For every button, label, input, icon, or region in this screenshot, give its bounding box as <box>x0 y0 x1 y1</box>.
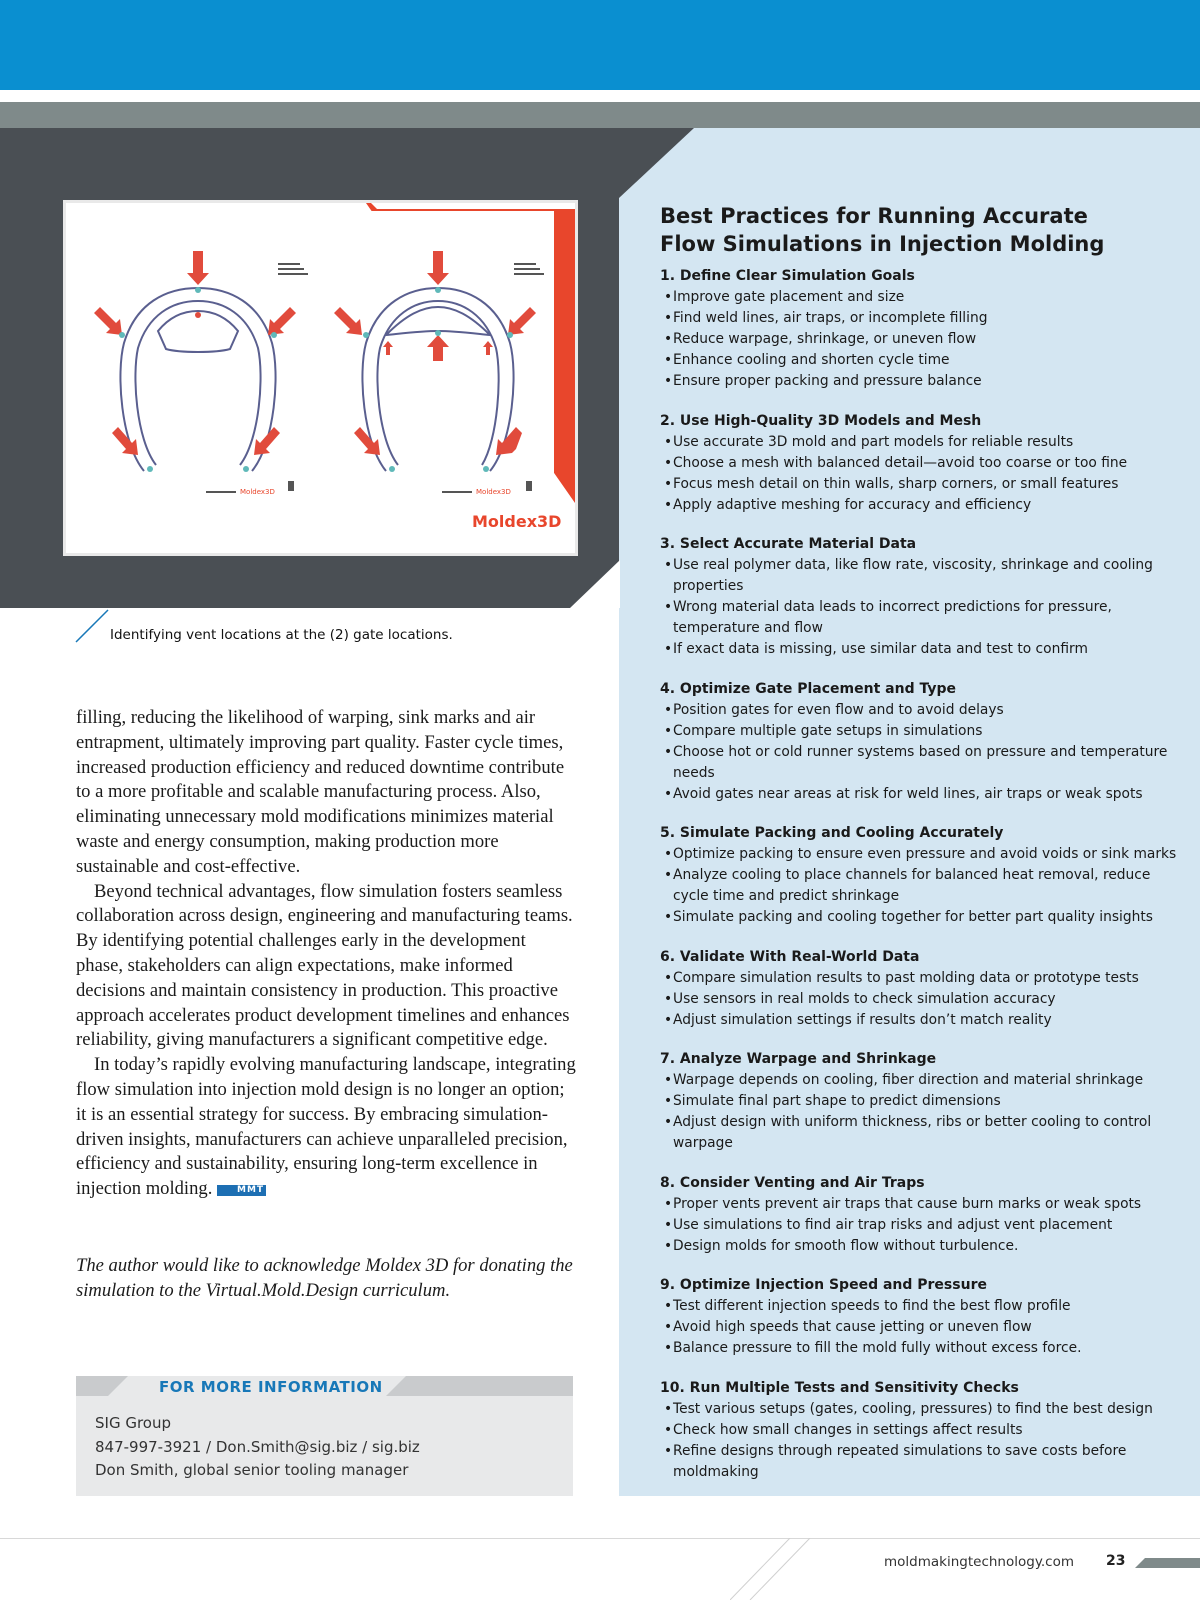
practice-item: • Position gates for even flow and to avoid delays <box>660 700 1190 721</box>
article-body <box>76 706 576 1202</box>
article-paragraph <box>76 1053 576 1202</box>
footer-website[interactable]: moldmakingtechnology.com <box>884 1554 1075 1570</box>
header-band <box>0 0 1200 90</box>
practice-item: • Enhance cooling and shorten cycle time <box>660 350 1190 371</box>
simulation-figure <box>63 200 578 556</box>
practice-heading: 6. Validate With Real-World Data <box>660 948 920 965</box>
footer-rule <box>0 1538 1200 1539</box>
article-paragraph: Beyond technical advantages, flow simulation fosters seamless collaboration across design, engineering and manufacturing teams. By identifying potential challenges early in the development phase, stakeholders can align expectations, make informed decisions and maintain consistency in production. This proactive approach accelerates product development timelines and enhances reliability, giving manufacturers a significant competitive edge. <box>76 880 573 1051</box>
practice-item: • Choose a mesh with balanced detail—avoid too coarse or too fine <box>660 453 1190 474</box>
moldex3d-logo: Moldex3D <box>472 512 562 531</box>
small-logo-left: Moldex3D <box>240 488 275 496</box>
practice-heading: 9. Optimize Injection Speed and Pressure <box>660 1277 987 1293</box>
practice-item: • Test different injection speeds to find the best flow profile <box>660 1296 1190 1317</box>
gate-vent-diagram <box>66 203 575 553</box>
practice-section <box>660 1173 1190 1257</box>
page-number: 23 <box>1106 1553 1126 1569</box>
practice-heading: 4. Optimize Gate Placement and Type <box>660 680 957 697</box>
practice-item: • Check how small changes in settings affect results <box>660 1420 1190 1441</box>
info-person: Don Smith, global senior tooling manager <box>95 1461 409 1479</box>
practice-section <box>660 823 1190 928</box>
practice-section <box>660 1378 1190 1483</box>
acknowledgement: The author would like to acknowledge Moldex 3D for donating the simulation to the Virtual.Mold.Design curriculum. <box>76 1255 573 1301</box>
practice-item: • Apply adaptive meshing for accuracy and efficiency <box>660 495 1190 516</box>
practice-item: • Simulate final part shape to predict dimensions <box>660 1091 1190 1112</box>
practice-items <box>660 287 1190 392</box>
practice-items <box>660 1399 1190 1483</box>
practice-item: • Use simulations to find air trap risks and adjust vent placement <box>660 1215 1190 1236</box>
figure-caption: Identifying vent locations at the (2) gate locations. <box>110 627 453 643</box>
sidebar-title <box>660 203 1180 258</box>
practice-item: • Test various setups (gates, cooling, pressures) to find the best design <box>660 1399 1190 1420</box>
practice-item: • Analyze cooling to place channels for balanced heat removal, reduce cycle time and predict shrinkage <box>660 865 1190 907</box>
footer-slash-decoration <box>730 1538 830 1600</box>
practice-section <box>660 1275 1190 1359</box>
sidebar-corner-cut <box>619 128 694 198</box>
mmt-end-mark: MMT <box>217 1185 266 1196</box>
practice-section <box>660 947 1190 1031</box>
practice-heading: 8. Consider Venting and Air Traps <box>660 1174 925 1191</box>
info-box-title: FOR MORE INFORMATION <box>159 1378 383 1396</box>
practice-item: • Refine designs through repeated simulations to save costs before moldmaking <box>660 1441 1190 1483</box>
practice-item: • Compare simulation results to past molding data or prototype tests <box>660 968 1190 989</box>
practice-item: • Reduce warpage, shrinkage, or uneven flow <box>660 329 1190 350</box>
practice-item: • If exact data is missing, use similar data and test to confirm <box>660 639 1190 660</box>
practice-item: • Use real polymer data, like flow rate, viscosity, shrinkage and cooling properties <box>660 555 1190 597</box>
practice-item: • Find weld lines, air traps, or incomplete filling <box>660 308 1190 329</box>
practice-items <box>660 555 1190 660</box>
practice-item: • Warpage depends on cooling, fiber direction and material shrinkage <box>660 1070 1190 1091</box>
info-contact[interactable]: 847-997-3921 / Don.Smith@sig.biz / sig.biz <box>95 1437 420 1456</box>
practice-section <box>660 1049 1190 1154</box>
practice-item: • Use sensors in real molds to check simulation accuracy <box>660 989 1190 1010</box>
practice-heading: 7. Analyze Warpage and Shrinkage <box>660 1051 937 1067</box>
practice-items <box>660 700 1190 805</box>
info-company: SIG Group <box>95 1414 172 1432</box>
practice-item: • Ensure proper packing and pressure balance <box>660 371 1190 392</box>
practice-item: • Design molds for smooth flow without turbulence. <box>660 1236 1190 1257</box>
practice-heading: 5. Simulate Packing and Cooling Accurately <box>660 825 1004 841</box>
practice-item: • Focus mesh detail on thin walls, sharp corners, or small features <box>660 474 1190 495</box>
practice-items <box>660 968 1190 1031</box>
practice-item: • Optimize packing to ensure even pressure and avoid voids or sink marks <box>660 844 1190 865</box>
footer-tab-decoration <box>1135 1558 1200 1568</box>
practice-heading: 1. Define Clear Simulation Goals <box>660 268 915 284</box>
figure-backdrop-corner <box>570 560 620 608</box>
practice-items <box>660 844 1190 928</box>
practice-section <box>660 534 1190 660</box>
practice-items <box>660 1194 1190 1257</box>
sidebar-title-line: Flow Simulations in Injection Molding <box>660 231 1105 256</box>
practice-section <box>660 411 1190 516</box>
article-paragraph-text: In today’s rapidly evolving manufacturing landscape, integrating flow simulation into injection mold design is no longer an option; it is an essential strategy for success. By embracing simulation-driven insights, manufacturers can achieve unparalleled precision, efficiency and sustainability, ensuring long-term excellence in injection molding. <box>76 1054 576 1200</box>
practice-item: • Balance pressure to fill the mold fully without excess force. <box>660 1338 1190 1359</box>
practice-item: • Improve gate placement and size <box>660 287 1190 308</box>
practice-items <box>660 1296 1190 1359</box>
header-stripe <box>0 102 1200 128</box>
small-logo-right: Moldex3D <box>476 488 511 496</box>
practice-section <box>660 266 1190 392</box>
practice-item: • Avoid high speeds that cause jetting or uneven flow <box>660 1317 1190 1338</box>
practice-item: • Adjust simulation settings if results don’t match reality <box>660 1010 1190 1031</box>
practice-items <box>660 432 1190 516</box>
practice-items <box>660 1070 1190 1154</box>
practice-item: • Avoid gates near areas at risk for weld lines, air traps or weak spots <box>660 784 1190 805</box>
practice-item: • Simulate packing and cooling together for better part quality insights <box>660 907 1190 928</box>
practice-heading: 10. Run Multiple Tests and Sensitivity Checks <box>660 1379 1019 1396</box>
caption-slash-icon <box>74 608 110 644</box>
practice-item: • Wrong material data leads to incorrect predictions for pressure, temperature and flow <box>660 597 1190 639</box>
more-info-box <box>76 1376 573 1496</box>
practice-item: • Compare multiple gate setups in simulations <box>660 721 1190 742</box>
practice-item: • Use accurate 3D mold and part models for reliable results <box>660 432 1190 453</box>
practice-item: • Proper vents prevent air traps that cause burn marks or weak spots <box>660 1194 1190 1215</box>
practice-heading: 3. Select Accurate Material Data <box>660 536 917 552</box>
article-paragraph: filling, reducing the likelihood of warping, sink marks and air entrapment, ultimately improving part quality. Faster cycle times, increased production efficiency and reduced downtime contribute to a more profitable and scalable manufacturing process. Also, eliminating unnecessary mold modifications minimizes material waste and energy consumption, making production more sustainable and cost-effective. <box>76 707 565 877</box>
practice-item: • Adjust design with uniform thickness, ribs or better cooling to control warpage <box>660 1112 1190 1154</box>
practice-item: • Choose hot or cold runner systems based on pressure and temperature needs <box>660 742 1190 784</box>
practice-heading: 2. Use High-Quality 3D Models and Mesh <box>660 412 982 429</box>
sidebar-title-line: Best Practices for Running Accurate <box>660 204 1088 228</box>
practice-section <box>660 679 1190 805</box>
best-practices-list <box>660 266 1190 1501</box>
